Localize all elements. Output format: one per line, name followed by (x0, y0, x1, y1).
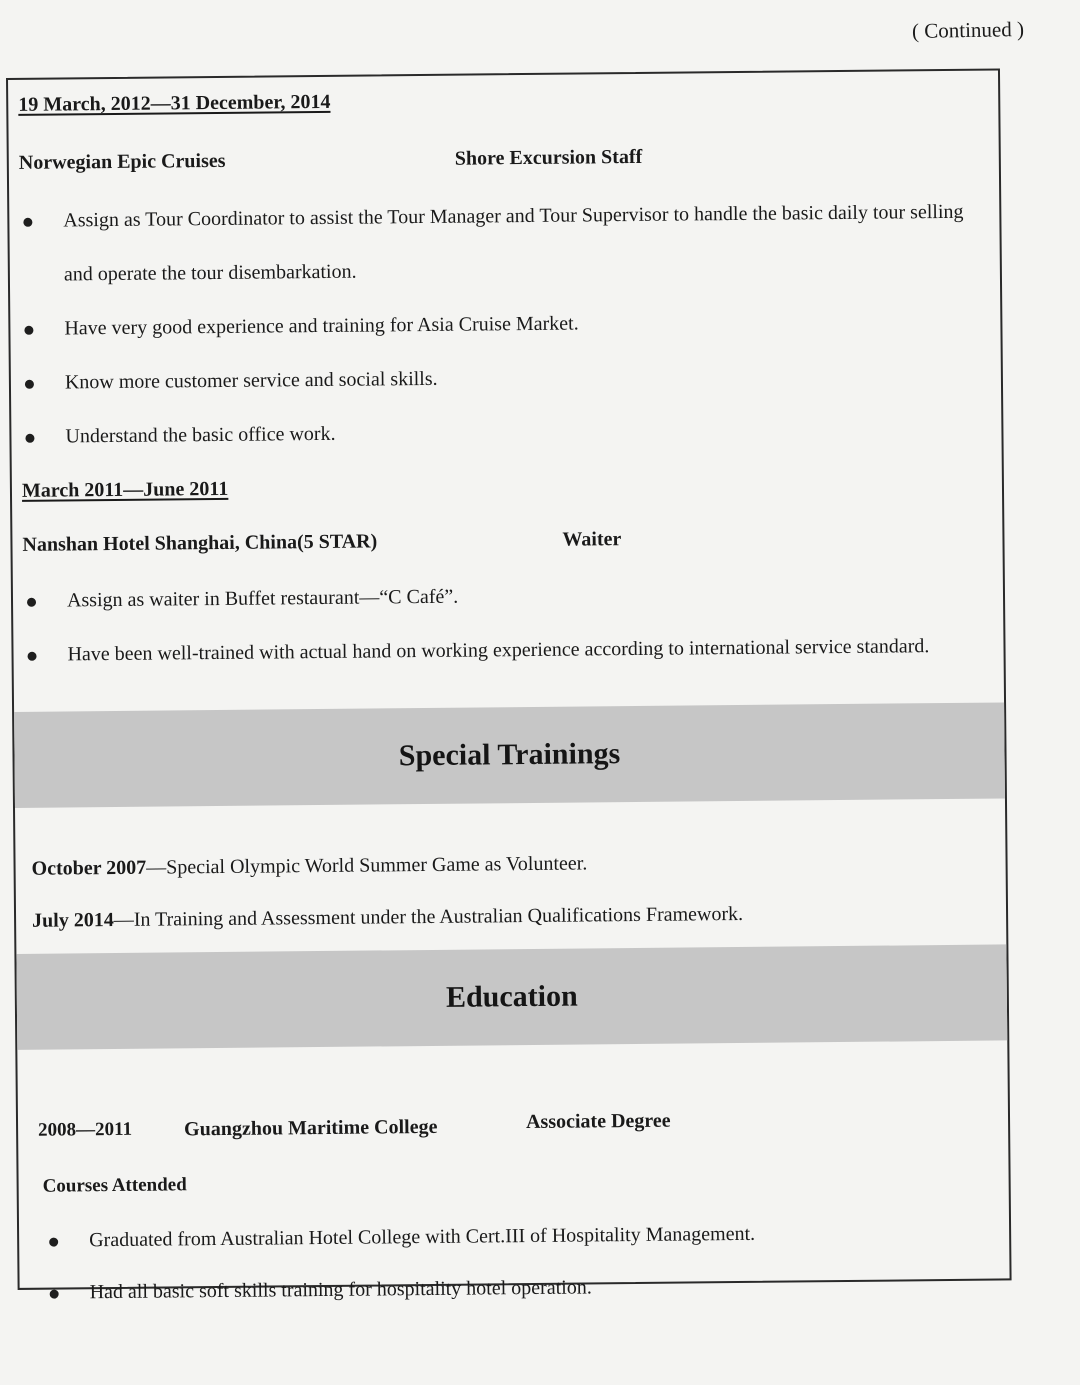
education-degree: Associate Degree (525, 1109, 671, 1134)
special-trainings-band (14, 702, 1005, 807)
bullet-icon (25, 434, 34, 443)
education-school: Guangzhou Maritime College (183, 1115, 438, 1141)
education-heading: Education (445, 979, 578, 1014)
education-years: 2008—2011 (38, 1118, 133, 1141)
bullet-icon (50, 1290, 59, 1299)
list-item (25, 361, 970, 410)
bullet-icon (27, 598, 36, 607)
training-1-text: —Special Olympic World Summer Game as Volunteer. (146, 852, 588, 879)
list-item (27, 632, 1002, 681)
job2-company: Nanshan Hotel Shanghai, China(5 STAR) (22, 530, 378, 556)
job2-bullet-2: Have been well-trained with actual hand on working experience according to international service standard. (67, 635, 930, 666)
resume-frame (6, 68, 1012, 1304)
job1-bullet-4: Understand the basic office work. (65, 422, 336, 448)
job1-bullet-3: Know more customer service and social skills. (64, 367, 438, 394)
training-1-date: October 2007 (31, 856, 147, 880)
job1-bullet-1: Assign as Tour Coordinator to assist the Tour Manager and Tour Supervisor to handle the basic daily tour selling and operate the tour disembarkation. (63, 200, 964, 286)
job1-company: Norwegian Epic Cruises (18, 149, 226, 174)
education-band (16, 944, 1007, 1049)
training-2-text: —In Training and Assessment under the Australian Qualifications Framework. (113, 902, 744, 932)
bullet-icon (23, 218, 32, 227)
continued-label: ( Continued ) (911, 17, 1025, 43)
training-item-1 (31, 852, 587, 880)
bullet-icon (28, 652, 37, 661)
job1-title: Shore Excursion Staff (454, 145, 643, 170)
job1-bullet-2: Have very good experience and training for Asia Cruise Market. (64, 312, 579, 340)
list-item (50, 1271, 980, 1320)
list-item (24, 307, 969, 356)
job2-title: Waiter (562, 528, 622, 551)
job2-bullet-1: Assign as waiter in Buffet restaurant—“C Café”. (66, 585, 459, 612)
job2-dates: March 2011—June 2011 (21, 477, 229, 502)
training-item-2 (32, 903, 743, 933)
list-item (25, 415, 970, 464)
job1-dates: 19 March, 2012—31 December, 2014 (18, 90, 331, 116)
courses-attended-label: Courses Attended (42, 1174, 187, 1197)
special-trainings-heading: Special Trainings (398, 737, 621, 773)
bullet-icon (24, 326, 33, 335)
bullet-icon (49, 1238, 58, 1247)
education-bullet-1: Graduated from Australian Hotel College with Cert.III of Hospitality Management. (89, 1222, 756, 1252)
bullet-icon (25, 380, 34, 389)
education-bullet-2: Had all basic soft skills training for hospitality hotel operation. (89, 1276, 592, 1304)
training-2-date: July 2014 (31, 909, 114, 932)
list-item (23, 199, 969, 302)
